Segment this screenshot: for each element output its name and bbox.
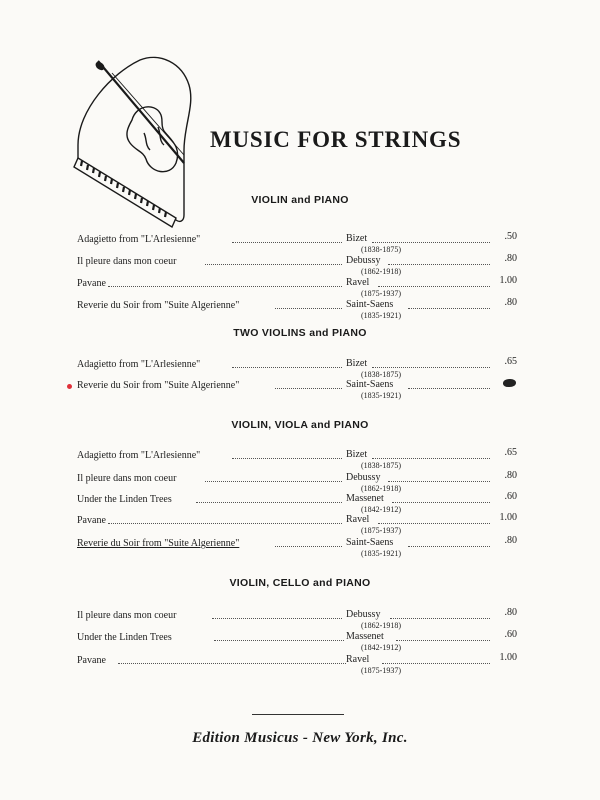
entry-price: .80 [504,535,517,546]
entry-dates: (1838-1875) [361,245,401,254]
catalog-entry [0,380,600,404]
entry-composer: Debussy [346,255,381,266]
bow [112,73,184,155]
section-heading: VIOLIN, CELLO and PIANO [229,577,371,589]
entry-dates: (1835-1921) [361,391,401,400]
entry-title: Pavane [77,655,106,666]
catalog-entry [0,535,600,562]
entry-composer: Ravel [346,514,370,525]
entry-composer: Saint-Saens [346,537,394,548]
dotted-leader [408,308,490,309]
entry-composer: Ravel [346,654,370,665]
dotted-leader [108,286,342,287]
entry-title: Under the Linden Trees [77,632,172,643]
page-title: MUSIC FOR STRINGS [210,127,462,152]
dotted-leader [275,546,342,547]
entry-composer: Bizet [346,233,368,244]
dotted-leader [205,264,342,265]
entry-price: .80 [504,607,517,618]
piano-keyboard [74,158,176,227]
entry-title: Reverie du Soir from "Suite Algerienne" [77,300,240,311]
dotted-leader [378,523,490,524]
entry-dates: (1862-1918) [361,621,401,630]
catalog-entry [0,652,600,679]
entry-composer: Massenet [346,631,384,642]
entry-price: .60 [504,629,517,640]
entry-title: Under the Linden Trees [77,494,172,505]
entry-price: .60 [504,491,517,502]
dotted-leader [390,618,490,619]
footer-divider [252,714,344,715]
dotted-leader [372,458,490,459]
entry-price: 1.00 [499,512,517,523]
dotted-leader [372,367,490,368]
section-heading: VIOLIN and PIANO [251,194,349,206]
violin-neck [98,61,184,163]
dotted-leader [372,242,490,243]
dotted-leader [388,481,490,482]
entry-composer: Saint-Saens [346,299,394,310]
entry-dates: (1842-1912) [361,643,401,652]
entry-dates: (1862-1918) [361,267,401,276]
entry-title: Il pleure dans mon coeur [77,610,177,621]
dotted-leader [232,458,342,459]
entry-title: Reverie du Soir from "Suite Algerienne" [77,538,240,549]
dotted-leader [212,618,342,619]
dotted-leader [392,502,490,503]
dotted-leader [378,286,490,287]
dotted-leader [196,502,342,503]
dotted-leader [382,663,490,664]
dotted-leader [108,523,342,524]
entry-price: .65 [504,356,517,367]
publisher-name: Edition Musicus - New York, Inc. [192,730,408,746]
ink-blot-over-price [503,379,516,387]
entry-dates: (1835-1921) [361,549,401,558]
dotted-leader [118,663,346,664]
red-ink-mark [67,384,72,389]
entry-price: 1.00 [499,652,517,663]
entry-price: .80 [504,253,517,264]
entry-composer: Debussy [346,472,381,483]
entry-composer: Bizet [346,358,368,369]
entry-price: .80 [504,297,517,308]
entry-price: .80 [504,470,517,481]
entry-title: Adagietto from "L'Arlesienne" [77,359,201,370]
entry-dates: (1862-1918) [361,484,401,493]
entry-title: Il pleure dans mon coeur [77,256,177,267]
entry-dates: (1835-1921) [361,311,401,320]
dotted-leader [205,481,342,482]
dotted-leader [275,388,342,389]
entry-title: Adagietto from "L'Arlesienne" [77,450,201,461]
entry-composer: Bizet [346,449,368,460]
entry-dates: (1875-1937) [361,666,401,675]
entry-composer: Ravel [346,277,370,288]
section-heading: VIOLIN, VIOLA and PIANO [231,419,369,431]
entry-dates: (1838-1875) [361,461,401,470]
entry-dates: (1875-1937) [361,289,401,298]
catalog-entry [0,297,600,324]
entry-price: 1.00 [499,275,517,286]
dotted-leader [232,242,342,243]
dotted-leader [408,388,490,389]
entry-composer: Massenet [346,493,384,504]
entry-title: Pavane [77,278,106,289]
dotted-leader [214,640,344,641]
entry-composer: Saint-Saens [346,379,394,390]
entry-price: .65 [504,447,517,458]
entry-dates: (1875-1937) [361,526,401,535]
entry-title: Pavane [77,515,106,526]
entry-dates: (1842-1912) [361,505,401,514]
section-heading: TWO VIOLINS and PIANO [233,327,367,339]
entry-price: .50 [504,231,517,242]
dotted-leader [388,264,490,265]
entry-dates: (1838-1875) [361,370,401,379]
entry-title: Il pleure dans mon coeur [77,473,177,484]
dotted-leader [408,546,490,547]
dotted-leader [396,640,490,641]
entry-composer: Debussy [346,609,381,620]
dotted-leader [232,367,342,368]
entry-title: Reverie du Soir from "Suite Algerienne" [77,380,240,391]
violin-fhole [144,133,150,150]
entry-title: Adagietto from "L'Arlesienne" [77,234,201,245]
dotted-leader [275,308,342,309]
